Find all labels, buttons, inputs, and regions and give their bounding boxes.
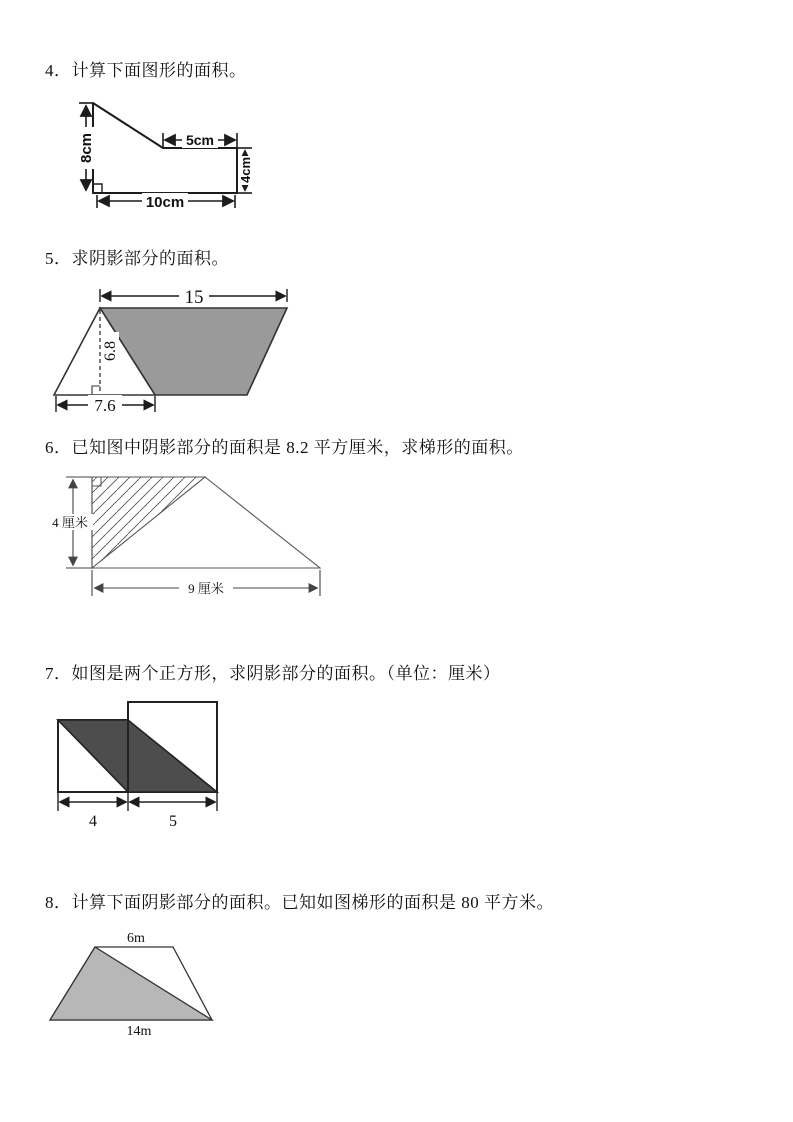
figure-6 <box>40 468 345 606</box>
figure-6-label-4cm: 4 厘米 <box>52 515 88 530</box>
figure-8 <box>40 930 275 1042</box>
figure-7-label-4: 4 <box>89 813 97 830</box>
figure-4-dim-10cm <box>97 193 235 211</box>
problem-7-title: 7．如图是两个正方形，求阴影部分的面积。（单位：厘米） <box>45 664 501 683</box>
figure-5 <box>40 283 325 418</box>
problem-8-title: 8．计算下面阴影部分的面积。已知如图梯形的面积是 80 平方米。 <box>45 893 554 912</box>
figure-5-label-6-8: 6.8 <box>102 341 119 361</box>
problem-5-title: 5．求阴影部分的面积。 <box>45 249 229 268</box>
figure-4-dim-5cm <box>163 132 237 148</box>
figure-8-label-14m: 14m <box>126 1024 152 1039</box>
figure-7 <box>50 698 235 830</box>
figure-5-dim-height <box>102 332 119 370</box>
figure-4 <box>55 95 267 215</box>
figure-5-dim-15 <box>100 286 287 308</box>
figure-6-dim-9cm <box>92 570 320 596</box>
problem-6-title: 6．已知图中阴影部分的面积是 8.2 平方厘米，求梯形的面积。 <box>45 438 524 457</box>
figure-7-dims <box>58 792 217 830</box>
figure-5-dim-7-6 <box>56 395 155 415</box>
figure-6-dim-4cm <box>46 477 93 568</box>
problem-4-title: 4．计算下面图形的面积。 <box>45 61 247 80</box>
figure-4-label-10cm: 10cm <box>145 194 185 211</box>
figure-6-label-9cm: 9 厘米 <box>188 581 224 596</box>
figure-4-label-8cm: 8cm <box>78 132 95 164</box>
figure-4-label-5cm: 5cm <box>185 132 215 148</box>
figure-7-label-5: 5 <box>169 813 177 830</box>
figure-4-label-4cm: 4cm <box>238 156 253 184</box>
figure-5-label-7-6: 7.6 <box>94 396 116 415</box>
figure-8-label-6m: 6m <box>127 931 145 946</box>
figure-5-label-15: 15 <box>184 287 204 308</box>
figure-4-dim-4cm <box>237 148 253 193</box>
